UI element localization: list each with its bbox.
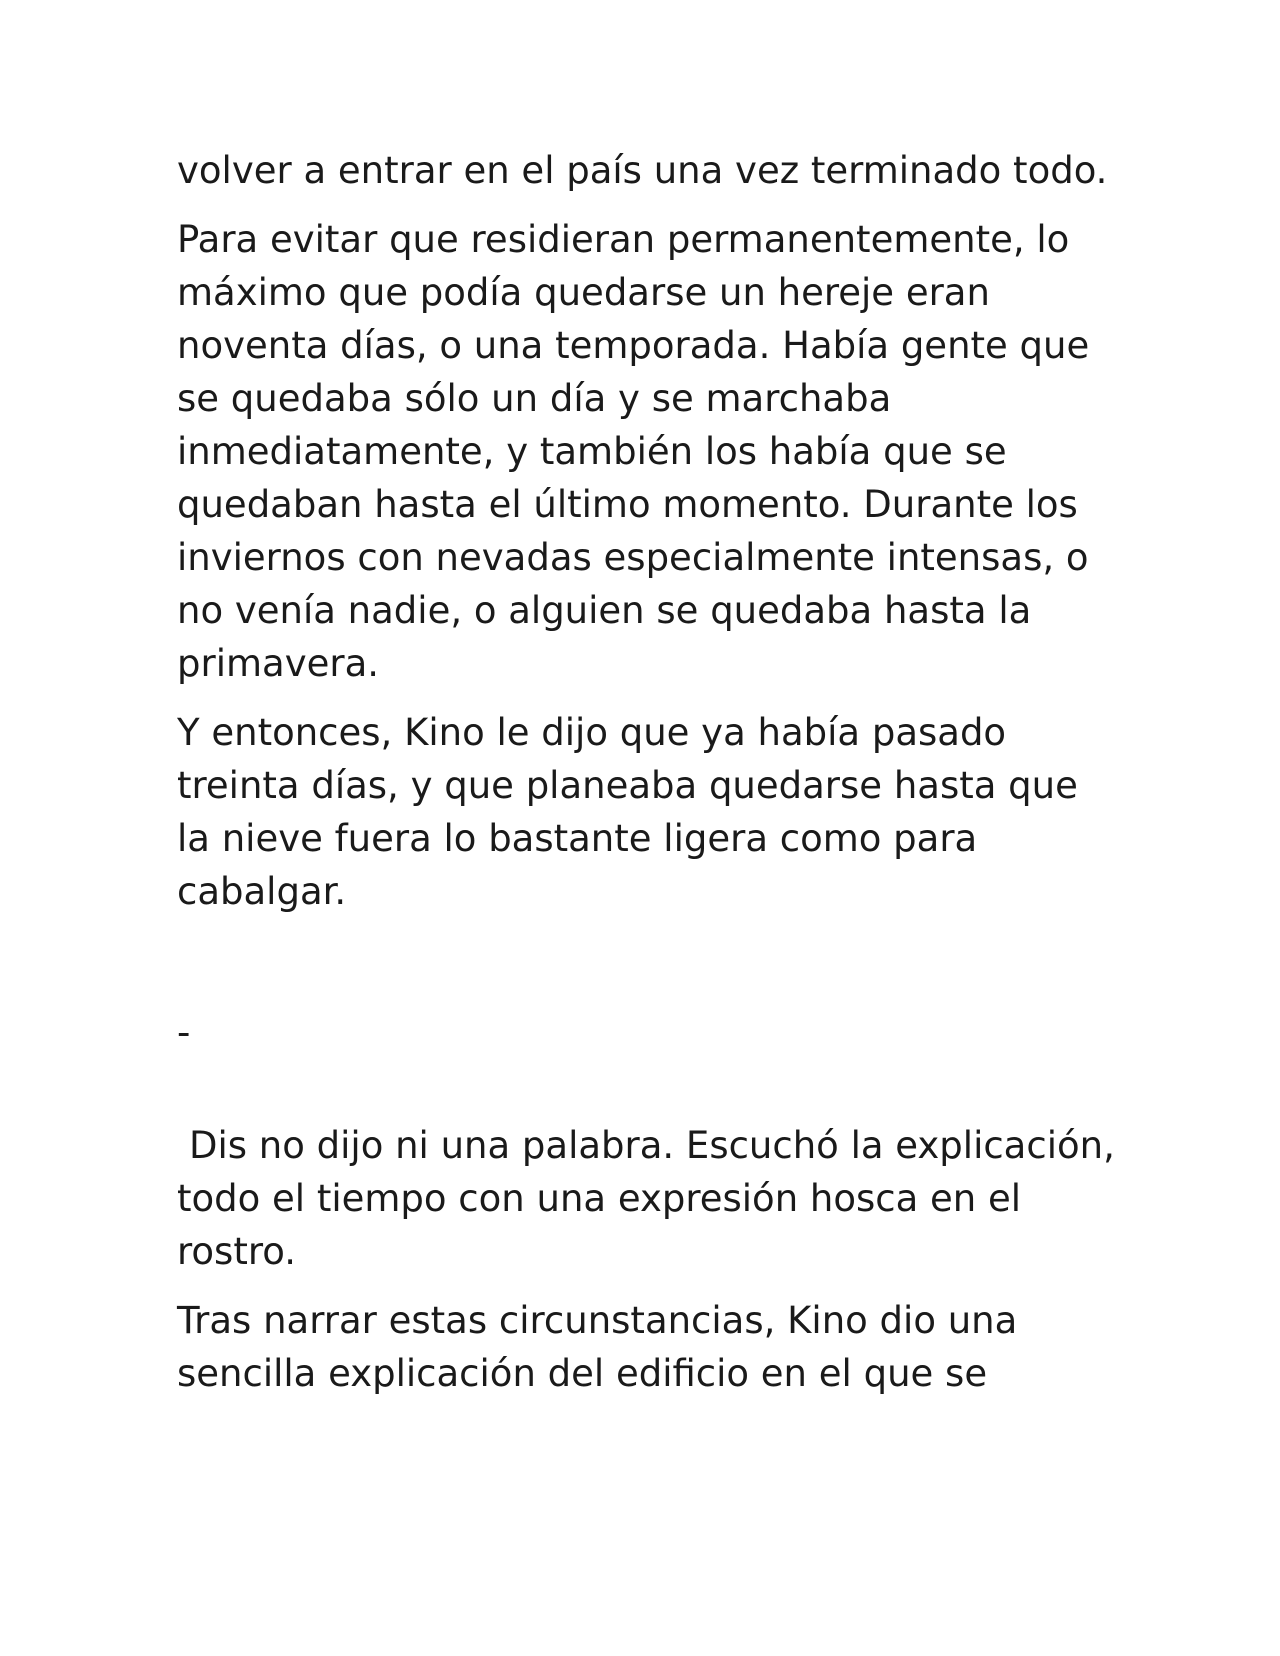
body-text [177,144,1117,1416]
paragraph-3: Y entonces, Kino le dijo que ya había pasado treinta días, y que planeaba quedarse hasta que la nieve fuera lo bastante ligera como para cabalgar. [177,711,1078,913]
scene-break: - [177,1011,191,1054]
paragraph-1: volver a entrar en el país una vez terminado todo. [177,149,1108,192]
paragraph-4: Dis no dijo ni una palabra. Escuchó la explicación, todo el tiempo con una expresión hosca en el rostro. [177,1124,1115,1273]
paragraph-2: Para evitar que residieran permanentemente, lo máximo que podía quedarse un hereje eran noventa días, o una temporada. Había gente que se quedaba sólo un día y se marchaba inmediatamente, y también los había que se quedaban hasta el último momento. Durante los inviernos con nevadas especialmente intensas, o no venía nadie, o alguien se quedaba hasta la primavera. [177,218,1090,685]
paragraph-5: Tras narrar estas circunstancias, Kino dio una sencilla explicación del edificio en el que se [177,1299,1018,1395]
